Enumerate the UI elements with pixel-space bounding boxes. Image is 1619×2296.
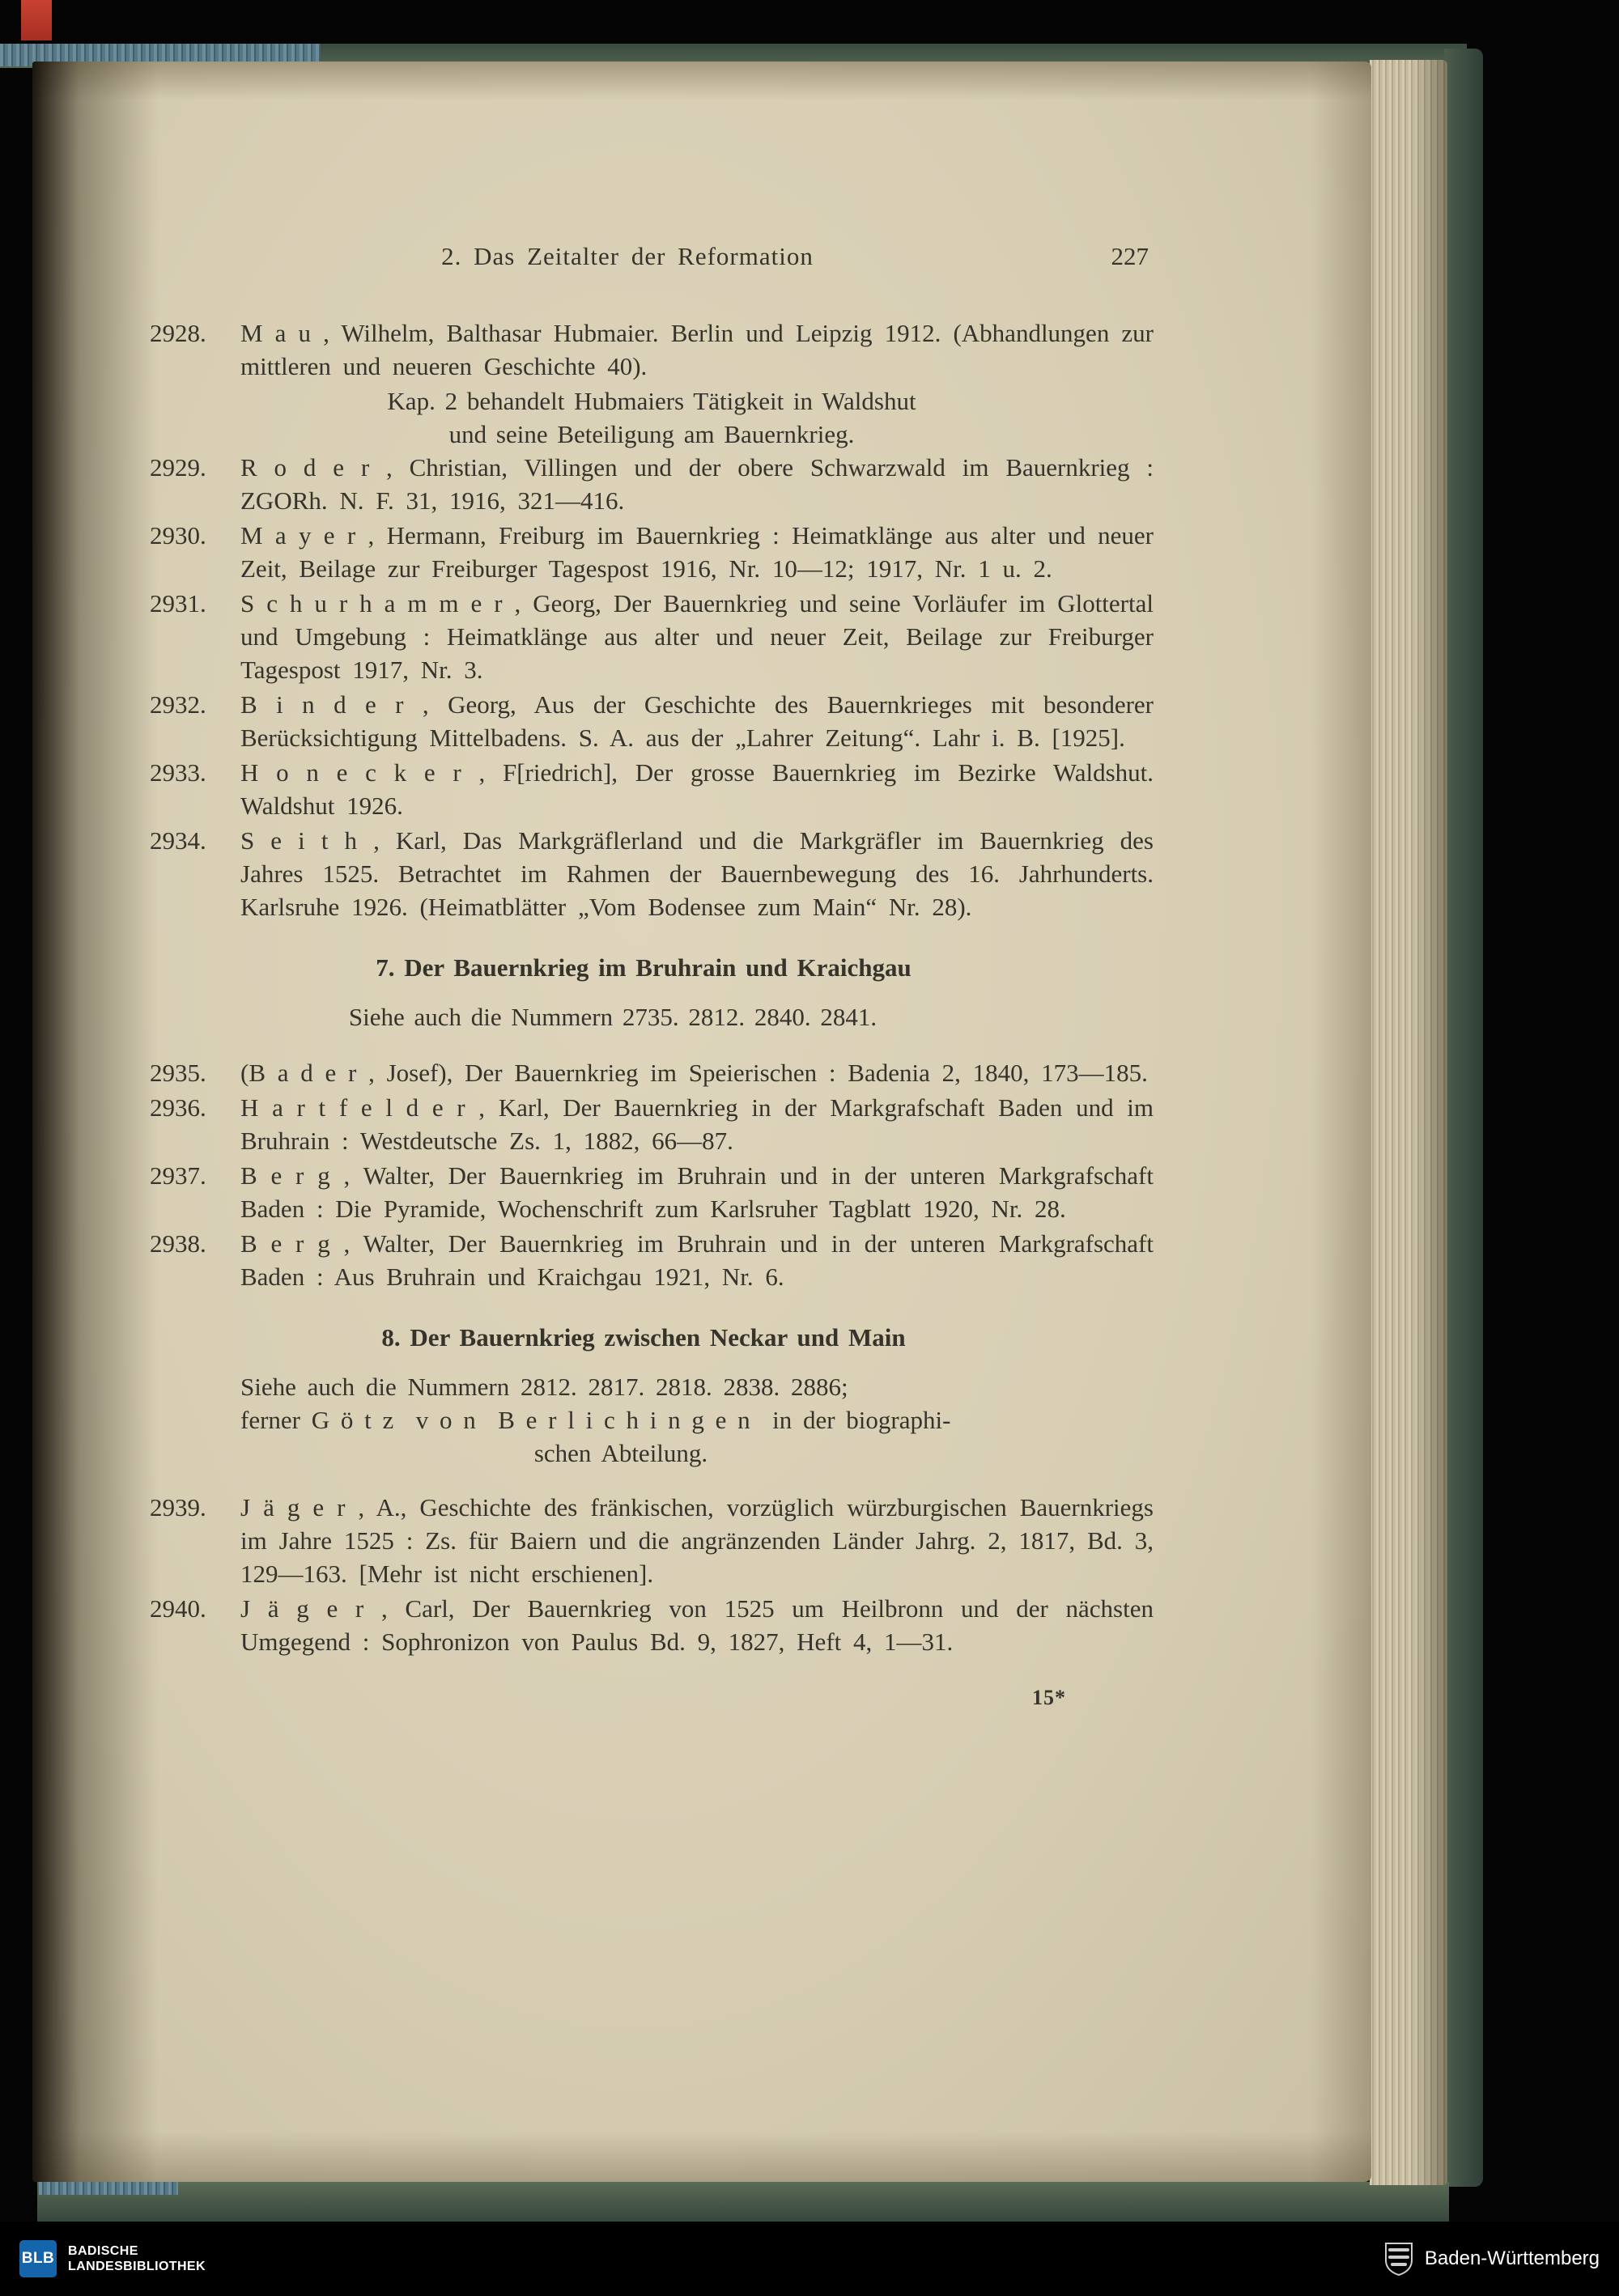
entry-text: H o n e c k e r , F[riedrich], Der grosse Bauernkrieg im Bezirke Waldshut. Waldshut 1926. (240, 758, 1154, 820)
state-label: Baden-Württemberg (1424, 2247, 1600, 2269)
state-branding (1383, 2241, 1600, 2277)
page-text-block (150, 240, 1154, 1714)
bibliography-entry (150, 824, 1154, 923)
library-name (68, 2243, 206, 2274)
entry-text: B i n d e r , Georg, Aus der Geschichte des Bauernkrieges mit besonderer Berücksichtigung Mittelbadens. S. A. aus der „Lahrer Zeitung“. Lahr i. B. [1925]. (240, 690, 1154, 752)
entry-number: 2935. (150, 1059, 206, 1087)
entry-number: 2933. (150, 758, 206, 787)
running-title: 2. Das Zeitalter der Reformation (441, 242, 814, 270)
entry-number: 2929. (150, 453, 206, 482)
entry-text: B e r g , Walter, Der Bauernkrieg im Bruhrain und in der unteren Markgrafschaft Baden : Aus Bruhrain und Kraichgau 1921, Nr. 6. (240, 1229, 1154, 1291)
bibliography-entry (150, 451, 1154, 517)
book-cover-bottom-edge (37, 2182, 1449, 2224)
entry-text: J ä g e r , A., Geschichte des fränkischen, vorzüglich würzburgischen Bauernkriegs im Jahre 1525 : Zs. für Baiern und die angränzenden Länder Jahrg. 2, 1817, Bd. 3, 129—163. [Mehr ist nicht erschienen]. (240, 1493, 1154, 1588)
bibliography-entry (150, 316, 1154, 383)
baden-wuerttemberg-coat-of-arms-icon (1383, 2241, 1415, 2277)
entry-annotation-line: Kap. 2 behandelt Hubmaiers Tätigkeit in Waldshut (387, 387, 916, 415)
book-cover-right-edge (1444, 49, 1483, 2187)
bibliography-entry (150, 1592, 1154, 1658)
entry-number: 2934. (150, 826, 206, 855)
section-heading: 8. Der Bauernkrieg zwischen Neckar und Main (381, 1323, 906, 1352)
see-also-line: ferner G ö t z v o n B e r l i c h i n g e n in der biographi- (240, 1406, 951, 1434)
bibliography-entry (150, 519, 1154, 585)
entry-number: 2928. (150, 319, 206, 347)
bibliography-entry (150, 1091, 1154, 1157)
page-number: 227 (1111, 242, 1149, 270)
entry-number: 2940. (150, 1594, 206, 1623)
bibliography-entry (150, 1227, 1154, 1293)
entry-number: 2931. (150, 589, 206, 618)
see-also-line: Siehe auch die Nummern 2812. 2817. 2818. 2838. 2886; (240, 1373, 848, 1401)
see-also-note: Siehe auch die Nummern 2735. 2812. 2840. 2841. (348, 1003, 877, 1031)
library-name-line2: LANDESBIBLIOTHEK (68, 2260, 206, 2273)
bibliography-entry (150, 1056, 1154, 1089)
entry-annotation-line: und seine Beteiligung am Bauernkrieg. (448, 420, 855, 448)
entry-text: (B a d e r , Josef), Der Bauernkrieg im Speierischen : Badenia 2, 1840, 173—185. (240, 1059, 1148, 1087)
red-bookmark-tab (21, 0, 52, 40)
signature-mark: 15* (1032, 1686, 1066, 1709)
bibliography-entry (150, 688, 1154, 754)
library-footer-bar (0, 2222, 1619, 2296)
section-heading: 7. Der Bauernkrieg im Bruhrain und Kraichgau (376, 953, 911, 982)
entry-number: 2937. (150, 1161, 206, 1190)
entry-text: M a u , Wilhelm, Balthasar Hubmaier. Berlin und Leipzig 1912. (Abhandlungen zur mittleren und neueren Geschichte 40). (240, 319, 1154, 380)
bibliography-entry (150, 1491, 1154, 1590)
entry-number: 2939. (150, 1493, 206, 1521)
entry-text: R o d e r , Christian, Villingen und der obere Schwarzwald im Bauernkrieg : ZGORh. N. F. 31, 1916, 321—416. (240, 453, 1154, 515)
entry-text: S c h u r h a m m e r , Georg, Der Bauernkrieg und seine Vorläufer im Glottertal und Umgebung : Heimatklänge aus alter und neuer Zeit, Beilage zur Freiburger Tagespost 1917, Nr. 3. (240, 589, 1154, 684)
entry-number: 2938. (150, 1229, 206, 1258)
blb-logo: BLB (19, 2240, 57, 2277)
bibliography-entry (150, 587, 1154, 686)
entry-text: S e i t h , Karl, Das Markgräflerland und die Markgräfler im Bauernkrieg des Jahres 1525. Betrachtet im Rahmen der Bauernbewegung des 16. Jahrhunderts. Karlsruhe 1926. (Heimatblätter „Vom Bodensee zum Main“ Nr. 28). (240, 826, 1154, 921)
entry-text: M a y e r , Hermann, Freiburg im Bauernkrieg : Heimatklänge aus alter und neuer Zeit, Beilage zur Freiburger Tagespost 1916, Nr. 10—12; 1917, Nr. 1 u. 2. (240, 521, 1154, 583)
entry-number: 2930. (150, 521, 206, 550)
library-name-line1: BADISCHE (68, 2244, 138, 2258)
page-edges-stack (1370, 60, 1447, 2185)
library-branding (19, 2240, 206, 2277)
entry-number: 2932. (150, 690, 206, 719)
bibliography-entry (150, 756, 1154, 822)
bibliography-entry (150, 1159, 1154, 1225)
page-header (150, 240, 1149, 273)
entry-text: B e r g , Walter, Der Bauernkrieg im Bruhrain und in der unteren Markgrafschaft Baden : Die Pyramide, Wochenschrift zum Karlsruher Tagblatt 1920, Nr. 28. (240, 1161, 1154, 1223)
see-also-note (150, 1370, 1154, 1470)
entry-text: J ä g e r , Carl, Der Bauernkrieg von 1525 um Heilbronn und der nächsten Umgegend : Sophronizon von Paulus Bd. 9, 1827, Heft 4, 1—31. (240, 1594, 1154, 1656)
book-page (32, 62, 1371, 2182)
entry-text: H a r t f e l d e r , Karl, Der Bauernkrieg in der Markgrafschaft Baden und im Bruhrain : Westdeutsche Zs. 1, 1882, 66—87. (240, 1093, 1154, 1155)
entry-number: 2936. (150, 1093, 206, 1122)
see-also-line: schen Abteilung. (533, 1439, 708, 1467)
